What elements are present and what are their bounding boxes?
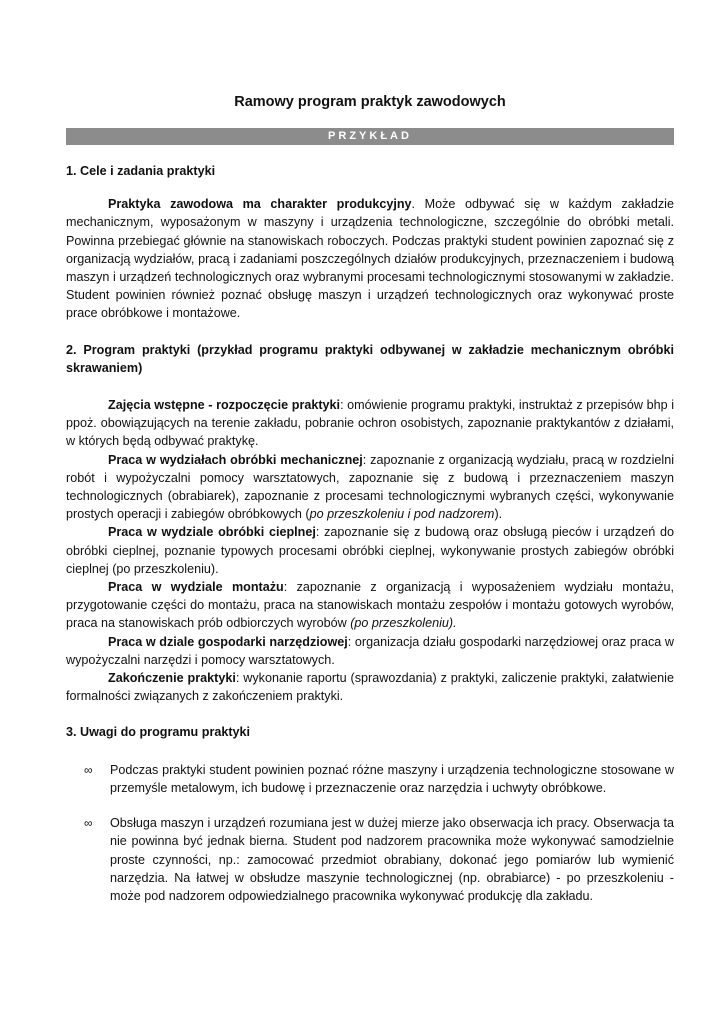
program-item-title: Zakończenie praktyki (108, 671, 236, 686)
program-item-text: : wykonanie raportu (sprawozdania) z praktyki, zaliczenie praktyki, załatwienie formalności związanych z zakończeniem praktyki. (66, 671, 674, 704)
section-2-heading: 2. Program praktyki (przykład programu praktyki odbywanej w zakładzie mechanicznym obróbki skrawaniem) (66, 342, 674, 375)
program-item (66, 396, 674, 451)
remarks-list (66, 761, 674, 905)
program-item-title: Praca w wydziale obróbki cieplnej (108, 525, 316, 540)
program-item (66, 633, 674, 669)
infinity-bullet-icon: ∞ (84, 816, 93, 831)
list-item (66, 814, 674, 905)
program-item-text-end: ). (494, 507, 503, 522)
section-1-heading: 1. Cele i zadania praktyki (66, 164, 216, 178)
list-item (66, 761, 674, 797)
section-3-heading: 3. Uwagi do programu praktyki (66, 725, 251, 740)
document-body (66, 162, 674, 922)
program-item-title: Praca w wydziałach obróbki mechanicznej (108, 452, 363, 467)
program-item-text: : omówienie programu praktyki, instruktaż z przepisów bhp i ppoż. obowiązujących na terenie zakładu, pobranie ochron osobistych, zapoznanie praktykantów z działami, w których będą odbywać praktykę. (66, 398, 674, 449)
program-item-text: : organizacja działu gospodarki narzędziowej oraz praca w wypożyczalni narzędzi i pomocy warsztatowych. (66, 634, 674, 667)
program-item-note: po przeszkoleniu i pod nadzorem (309, 507, 495, 522)
program-item-title: Praca w wydziale montażu (108, 580, 284, 595)
example-banner: PRZYKŁAD (66, 128, 674, 145)
list-item-text: Obsługa maszyn i urządzeń rozumiana jest w dużej mierze jako obserwacja ich pracy. Obserwacja ta nie powinna być jednak bierna. Student pod nadzorem pracownika może wykonywać samodzielnie proste czynności, np.: zamocować przedmiot obrabiany, dokonać jego pomiarów lub wymienić narzędzia. Na łatwej w obsłudze maszynie technologicznej (np. obrabiarce) - po przeszkoleniu - może pod nadzorem odpowiedzialnego pracownika wykonywać produkcję dla zakładu. (110, 816, 674, 903)
section-1-paragraph (66, 195, 674, 322)
program-item-text: : zapoznanie się z budową oraz obsługą pieców i urządzeń do obróbki cieplnej, poznanie typowych procesami obróbki cieplnej, wykonywanie prostych zabiegów obróbki cieplnej (po przeszkoleniu). (66, 525, 674, 576)
program-item-title: Zajęcia wstępne - rozpoczęcie praktyki (108, 398, 341, 413)
program-item (66, 523, 674, 578)
section-1-text: . Może odbywać się w każdym zakładzie mechanicznym, wyposażonym w maszyny i urządzenia technologiczne, szczególnie do obróbki metali. Powinna przebiegać głównie na stanowiskach roboczych. Podczas praktyki student powinien zapoznać się z organizacją wydziałów, pracą i zadaniami poszczególnych działów produkcyjnych, przeznaczeniem i budową maszyn i urządzeń technologicznych oraz wybranymi procesami technologicznymi stosowanymi w zakładzie. Student powinien również poznać obsługę maszyn i urządzeń technologicznych oraz wykonywać proste prace obróbkowe i montażowe. (66, 197, 674, 321)
program-item-text: : zapoznanie z organizacją i wyposażeniem wydziału montażu, przygotowanie części do montażu, praca na stanowiskach montażu zespołów i montażu gotowych wyrobów, praca na stanowiskach prób odbiorczych wyrobów (66, 580, 674, 631)
program-item (66, 451, 674, 524)
program-item-note: (po przeszkoleniu). (350, 616, 457, 631)
program-item (66, 578, 674, 633)
program-item-title: Praca w dziale gospodarki narzędziowej (108, 634, 348, 649)
program-item (66, 669, 674, 705)
list-item-text: Podczas praktyki student powinien poznać różne maszyny i urządzenia technologiczne stosowane w przemyśle metalowym, ich budowę i przeznaczenie oraz narzędzia i uchwyty obróbkowe. (110, 762, 674, 795)
document-title: Ramowy program praktyk zawodowych (234, 94, 506, 110)
section-1-lead: Praktyka zawodowa ma charakter produkcyjny (108, 197, 412, 212)
program-item-text: : zapoznanie z organizacją wydziału, pracą w rozdzielni robót i wypożyczalni pomocy warsztatowych, zapoznanie się z budową i przeznaczeniem maszyn technologicznych (obrabiarek), zapoznanie z procesami technologicznymi wybranych części, wykonywanie prostych operacji i zabiegów obróbkowych ( (66, 452, 674, 522)
infinity-bullet-icon: ∞ (84, 762, 93, 777)
